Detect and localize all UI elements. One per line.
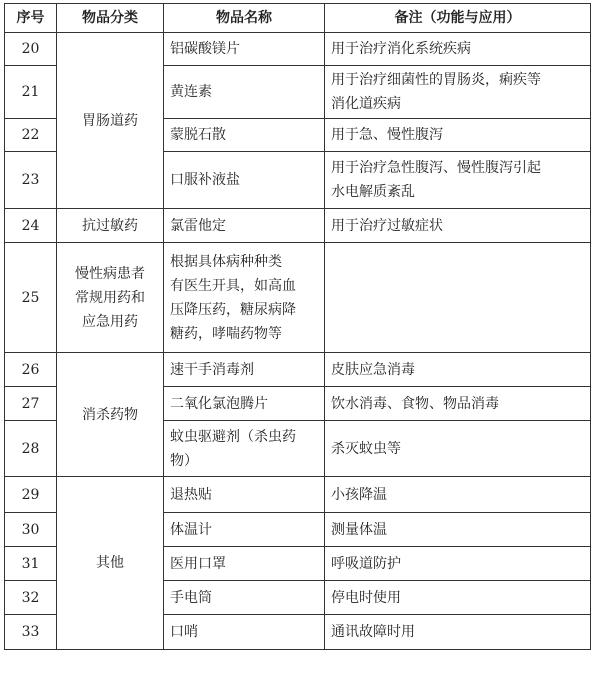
row-no: 22	[5, 119, 57, 152]
item-note: 用于治疗过敏症状	[325, 209, 591, 243]
row-no: 25	[5, 243, 57, 353]
row-no: 32	[5, 581, 57, 615]
header-category: 物品分类	[57, 4, 164, 33]
table-row	[5, 243, 591, 353]
row-no: 30	[5, 513, 57, 547]
item-name: 根据具体病种种类 有医生开具，如高血 压降压药，糖尿病降 糖药，哮喘药物等	[164, 243, 325, 353]
table-row	[5, 209, 591, 243]
item-name: 口服补液盐	[164, 152, 325, 209]
row-no: 27	[5, 387, 57, 421]
item-name: 蚊虫驱避剂（杀虫药 物）	[164, 421, 325, 477]
item-note: 停电时使用	[325, 581, 591, 615]
table-row	[5, 33, 591, 66]
item-name: 退热贴	[164, 477, 325, 513]
item-note: 杀灭蚊虫等	[325, 421, 591, 477]
item-name: 口哨	[164, 615, 325, 650]
item-note: 通讯故障时用	[325, 615, 591, 650]
row-no: 23	[5, 152, 57, 209]
item-name: 速干手消毒剂	[164, 353, 325, 387]
row-no: 20	[5, 33, 57, 66]
item-name: 蒙脱石散	[164, 119, 325, 152]
item-note: 用于治疗急性腹泻、慢性腹泻引起 水电解质紊乱	[325, 152, 591, 209]
row-no: 21	[5, 66, 57, 119]
row-no: 28	[5, 421, 57, 477]
header-row	[5, 4, 591, 33]
category-cell: 胃肠道药	[57, 33, 164, 209]
row-no: 29	[5, 477, 57, 513]
header-no: 序号	[5, 4, 57, 33]
category-cell: 抗过敏药	[57, 209, 164, 243]
item-name: 医用口罩	[164, 547, 325, 581]
item-name: 铝碳酸镁片	[164, 33, 325, 66]
category-cell: 消杀药物	[57, 353, 164, 477]
item-note: 呼吸道防护	[325, 547, 591, 581]
row-no: 31	[5, 547, 57, 581]
item-note: 用于治疗细菌性的胃肠炎，痢疾等 消化道疾病	[325, 66, 591, 119]
item-name: 二氧化氯泡腾片	[164, 387, 325, 421]
item-note: 用于急、慢性腹泻	[325, 119, 591, 152]
row-no: 24	[5, 209, 57, 243]
item-name: 黄连素	[164, 66, 325, 119]
item-note: 用于治疗消化系统疾病	[325, 33, 591, 66]
table-row	[5, 353, 591, 387]
header-note: 备注（功能与应用）	[325, 4, 591, 33]
item-note: 测量体温	[325, 513, 591, 547]
item-note: 饮水消毒、食物、物品消毒	[325, 387, 591, 421]
item-note: 皮肤应急消毒	[325, 353, 591, 387]
item-note: 小孩降温	[325, 477, 591, 513]
table-row	[5, 477, 591, 513]
item-name: 氯雷他定	[164, 209, 325, 243]
medicine-table	[4, 3, 591, 650]
category-cell: 其他	[57, 477, 164, 650]
header-name: 物品名称	[164, 4, 325, 33]
item-name: 手电筒	[164, 581, 325, 615]
item-name: 体温计	[164, 513, 325, 547]
row-no: 26	[5, 353, 57, 387]
row-no: 33	[5, 615, 57, 650]
category-cell: 慢性病患者 常规用药和 应急用药	[57, 243, 164, 353]
item-note	[325, 243, 591, 353]
